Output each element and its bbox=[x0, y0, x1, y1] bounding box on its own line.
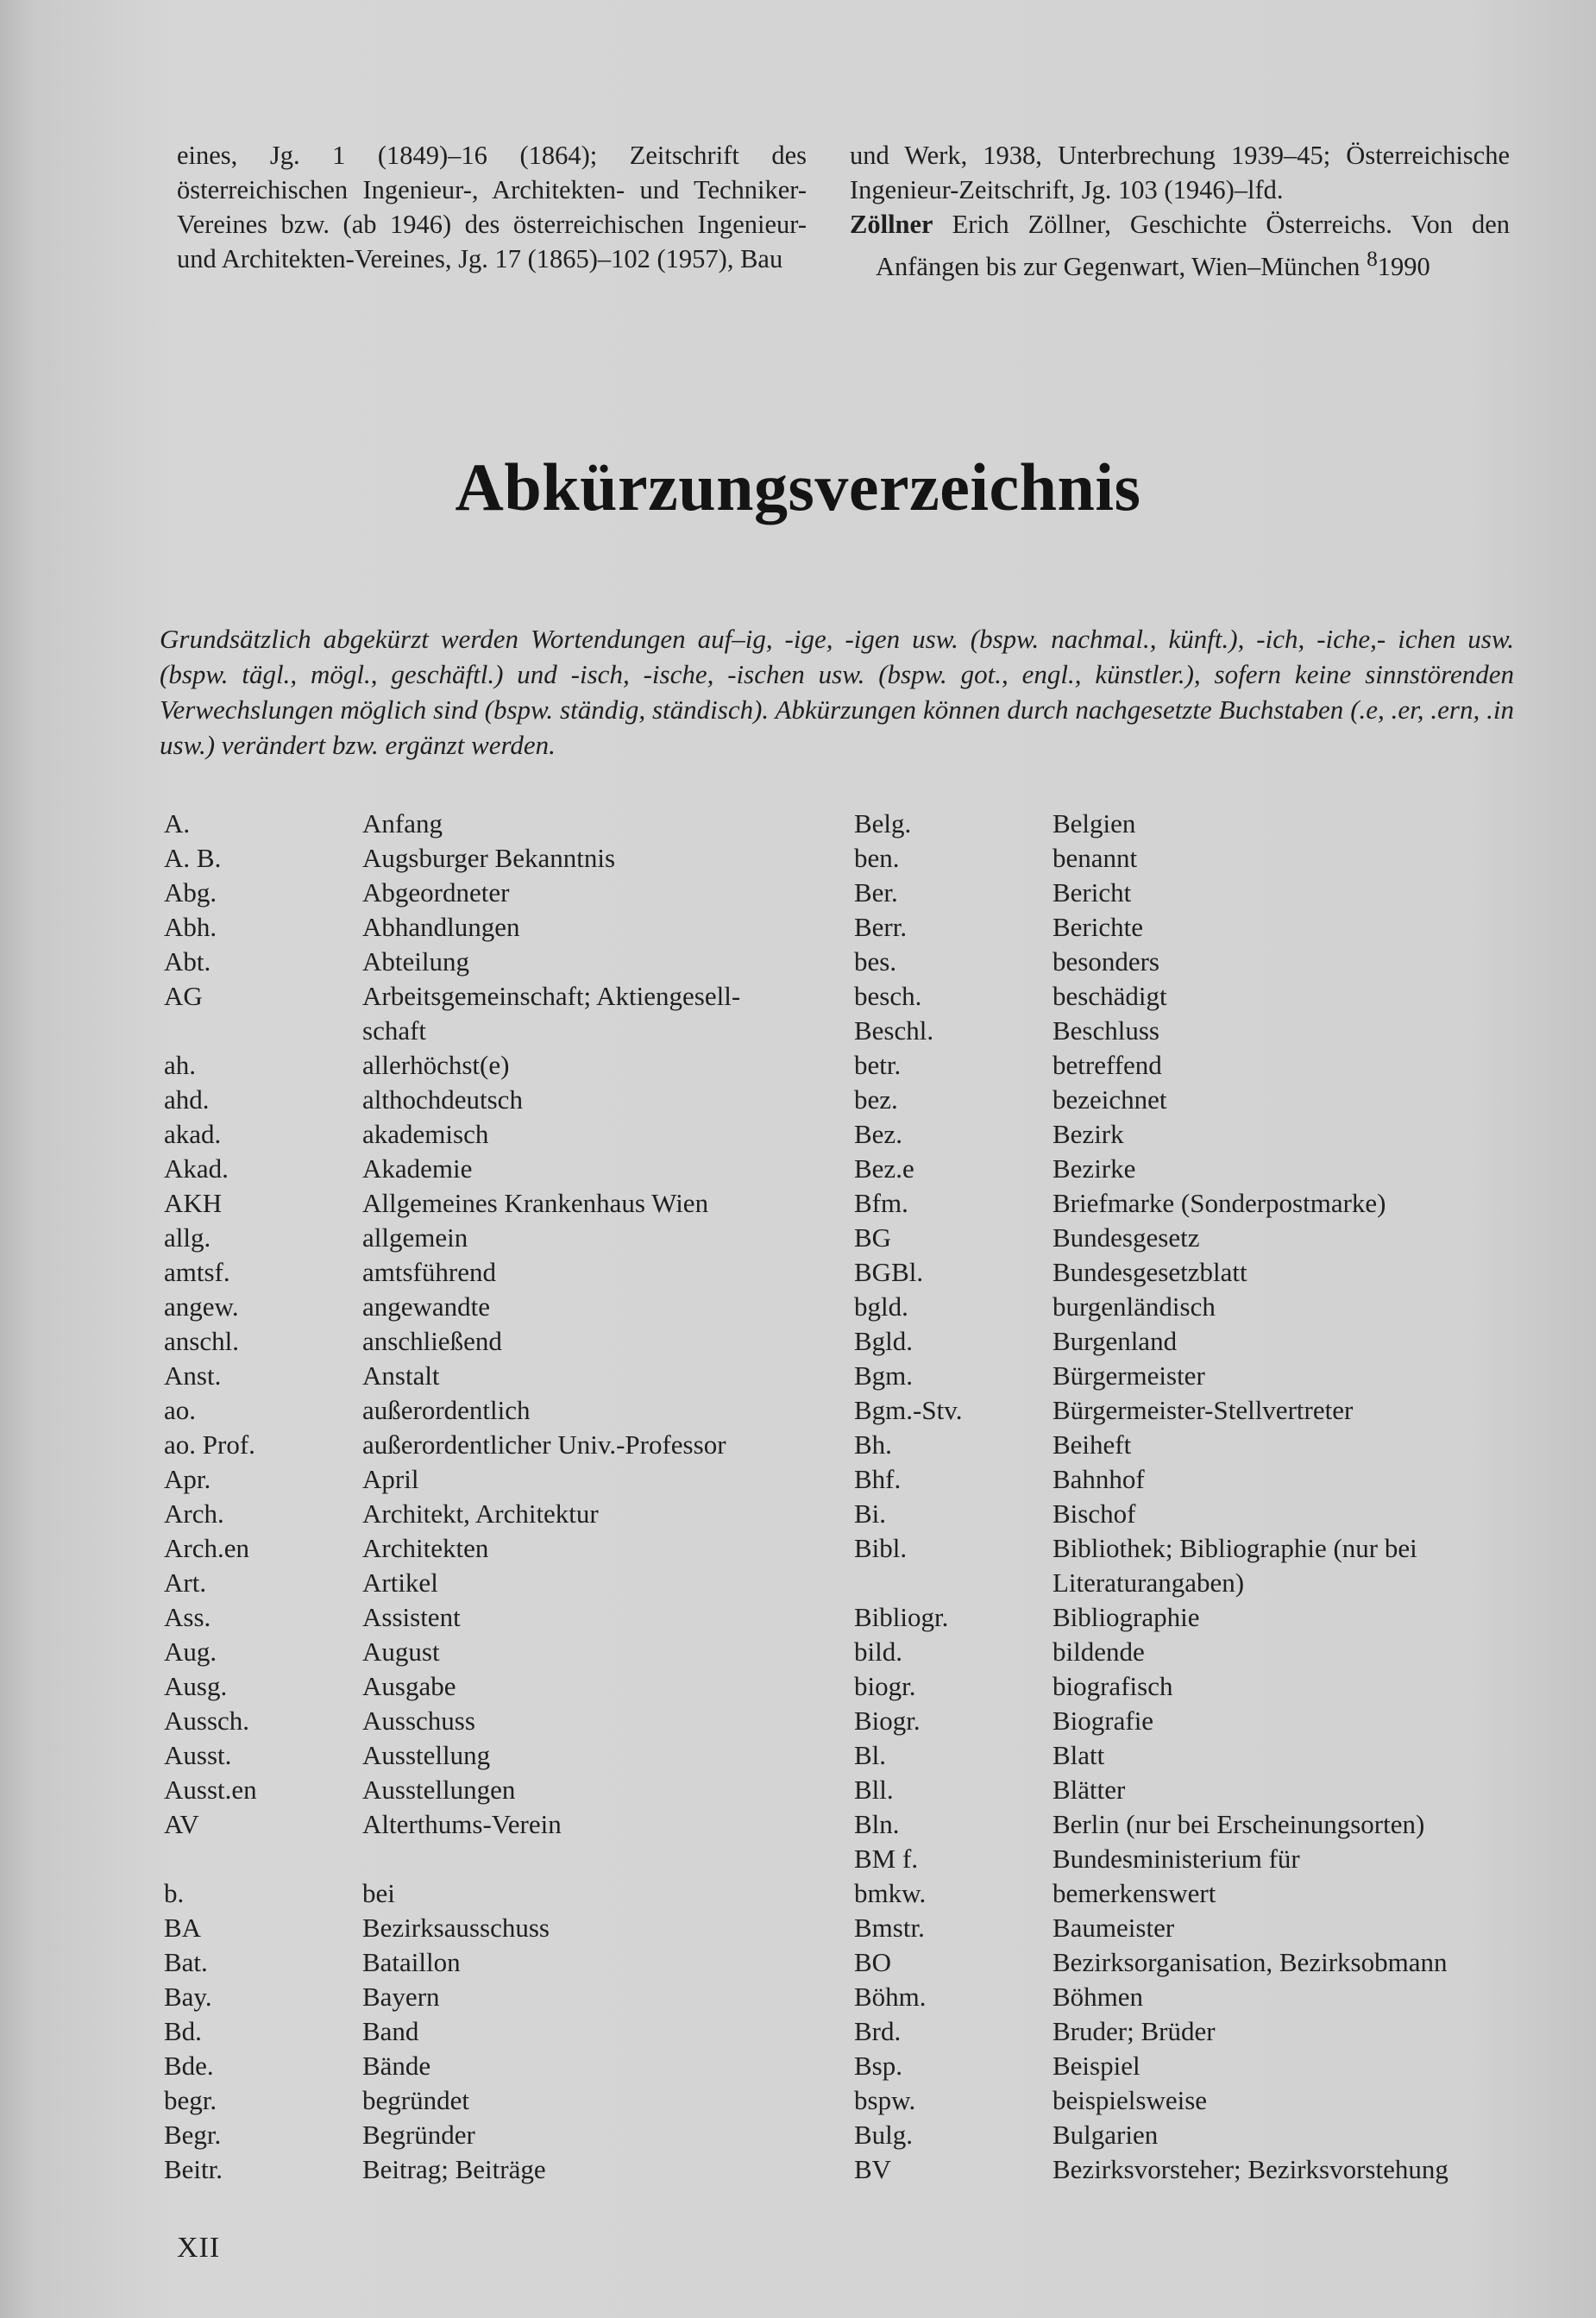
abbreviation-row bbox=[164, 1428, 837, 1462]
continued-entry-text: und Werk, 1938, Unterbrechung 1939–45; Österreichische Ingenieur-Zeitschrift, Jg. 103 (1946)–lfd. bbox=[850, 141, 1510, 204]
abbreviation: bez. bbox=[854, 1084, 898, 1115]
expansion bbox=[362, 1842, 837, 1876]
abbreviation-row bbox=[854, 2152, 1527, 2187]
abbreviation: Bgm.-Stv. bbox=[854, 1395, 963, 1425]
expansion: Alterthums-Verein bbox=[362, 1809, 562, 1839]
expansion: Bezirk bbox=[1052, 1119, 1124, 1149]
abbreviation: Abh. bbox=[164, 912, 217, 942]
abbreviation: Böhm. bbox=[854, 1982, 927, 2012]
entry-year: 1990 bbox=[1377, 252, 1430, 282]
expansion: Bayern bbox=[362, 1982, 440, 2012]
abbreviation: BG bbox=[854, 1222, 892, 1253]
abbreviation-row bbox=[164, 1911, 837, 1945]
abbreviation: BV bbox=[854, 2154, 892, 2184]
expansion: Literaturangaben) bbox=[1052, 1567, 1245, 1598]
abbreviation bbox=[164, 1842, 362, 1876]
abbreviation-row bbox=[854, 1324, 1527, 1359]
expansion: außerordentlich bbox=[362, 1395, 531, 1425]
page-title: Abkürzungsverzeichnis bbox=[455, 449, 1141, 525]
abbreviation: Arch. bbox=[164, 1498, 224, 1529]
abbreviation-row bbox=[164, 1635, 837, 1669]
abbreviation: allg. bbox=[164, 1222, 211, 1253]
abbreviation-row bbox=[164, 1876, 837, 1911]
abbreviation-row bbox=[854, 2118, 1527, 2152]
abbreviation: angew. bbox=[164, 1291, 239, 1322]
abbreviation: Art. bbox=[164, 1567, 207, 1598]
abbreviation: bild. bbox=[854, 1636, 902, 1667]
abbreviation: ah. bbox=[164, 1050, 197, 1080]
abbreviation-row bbox=[854, 1945, 1527, 1980]
expansion: Bahnhof bbox=[1052, 1464, 1145, 1494]
expansion: Berichte bbox=[1052, 912, 1144, 942]
expansion: Band bbox=[362, 2016, 419, 2046]
abbreviation-row bbox=[854, 1290, 1527, 1324]
abbreviation-row bbox=[854, 1152, 1527, 1186]
abbreviation-row bbox=[854, 1255, 1527, 1290]
abbreviation: BA bbox=[164, 1913, 202, 1943]
abbreviation: Bl. bbox=[854, 1740, 887, 1770]
abbreviation-row bbox=[164, 1773, 837, 1807]
expansion: Abgeordneter bbox=[362, 877, 510, 908]
abbreviation: A. bbox=[164, 808, 191, 839]
expansion: Belgien bbox=[1052, 808, 1136, 839]
expansion: Ausstellungen bbox=[362, 1775, 516, 1805]
abbreviation: ahd. bbox=[164, 1084, 210, 1115]
abbreviation: Bibliogr. bbox=[854, 1602, 949, 1632]
abbreviation: b. bbox=[164, 1878, 185, 1908]
abbreviation-row bbox=[164, 1807, 837, 1842]
abbreviation: Bde. bbox=[164, 2051, 214, 2081]
abbreviation-row bbox=[164, 1462, 837, 1497]
expansion: Bezirksausschuss bbox=[362, 1913, 550, 1943]
abbreviation: A. B. bbox=[164, 843, 222, 873]
abbreviation-column-left bbox=[164, 807, 837, 2187]
entry-text: Erich Zöllner, Geschichte Österreichs. Von den Anfängen bis zur Gegenwart, Wien–München bbox=[876, 210, 1510, 282]
abbreviation-row bbox=[854, 1600, 1527, 1635]
abbreviation-row bbox=[854, 1048, 1527, 1083]
expansion: schaft bbox=[362, 1015, 427, 1046]
expansion: Artikel bbox=[362, 1567, 438, 1598]
abbreviation-column-right bbox=[854, 807, 1527, 2187]
expansion: Bataillon bbox=[362, 1947, 461, 1977]
expansion: Ausgabe bbox=[362, 1671, 456, 1701]
expansion: burgenländisch bbox=[1052, 1291, 1216, 1322]
abbreviation-row bbox=[854, 1531, 1527, 1566]
abbreviation-row bbox=[164, 1738, 837, 1773]
abbreviation-row bbox=[164, 1497, 837, 1531]
abbreviation: Bez.e bbox=[854, 1153, 914, 1184]
expansion: Burgenland bbox=[1052, 1326, 1178, 1356]
expansion: April bbox=[362, 1464, 419, 1494]
expansion: Baumeister bbox=[1052, 1913, 1175, 1943]
expansion: bei bbox=[362, 1878, 395, 1908]
abbreviation: AV bbox=[164, 1809, 199, 1839]
abbreviation: Biogr. bbox=[854, 1706, 921, 1736]
expansion: Beiheft bbox=[1052, 1429, 1132, 1460]
abbreviation: bspw. bbox=[854, 2085, 916, 2115]
expansion: Ausstellung bbox=[362, 1740, 491, 1770]
expansion: begründet bbox=[362, 2085, 469, 2115]
abbreviation: Ausst.en bbox=[164, 1775, 257, 1805]
abbreviation: Brd. bbox=[854, 2016, 902, 2046]
abbreviation-row bbox=[854, 1635, 1527, 1669]
abbreviation: amtsf. bbox=[164, 1257, 230, 1287]
abbreviation-row bbox=[854, 1669, 1527, 1704]
expansion: akademisch bbox=[362, 1119, 489, 1149]
abbreviation: Abt. bbox=[164, 946, 211, 977]
abbreviation: bgld. bbox=[854, 1291, 908, 1322]
abbreviation-row bbox=[854, 2014, 1527, 2049]
abbreviation-row bbox=[164, 1842, 837, 1876]
abbreviation-row bbox=[854, 1911, 1527, 1945]
expansion: Beschluss bbox=[1052, 1015, 1159, 1046]
abbreviation: Beschl. bbox=[854, 1015, 934, 1046]
abbreviation-row bbox=[164, 1566, 837, 1600]
abbreviation: Ausg. bbox=[164, 1671, 228, 1701]
abbreviation: besch. bbox=[854, 981, 922, 1011]
abbreviation: ao. bbox=[164, 1395, 197, 1425]
abbreviation-row bbox=[164, 1048, 837, 1083]
abbreviation-row bbox=[854, 841, 1527, 876]
abbreviation-row bbox=[164, 2152, 837, 2187]
expansion: Bundesgesetz bbox=[1052, 1222, 1200, 1253]
expansion: Bezirksorganisation, Bezirksobmann bbox=[1052, 1947, 1448, 1977]
expansion: Ausschuss bbox=[362, 1706, 475, 1736]
expansion: außerordentlicher Univ.-Professor bbox=[362, 1429, 726, 1460]
abbreviation-row bbox=[164, 1980, 837, 2014]
expansion: Architekten bbox=[362, 1533, 489, 1563]
abbreviation-row bbox=[164, 1600, 837, 1635]
expansion: Assistent bbox=[362, 1602, 461, 1632]
abbreviation: anschl. bbox=[164, 1326, 239, 1356]
abbreviation: Ass. bbox=[164, 1602, 211, 1632]
abbreviation-row bbox=[164, 1186, 837, 1221]
abbreviation: Bhf. bbox=[854, 1464, 902, 1494]
expansion: Akademie bbox=[362, 1153, 473, 1184]
zoellner-entry bbox=[850, 207, 1510, 284]
expansion: Bezirksvorsteher; Bezirksvorstehung bbox=[1052, 2154, 1448, 2184]
expansion: allerhöchst(e) bbox=[362, 1050, 510, 1080]
expansion: Bulgarien bbox=[1052, 2120, 1159, 2150]
abbreviation: Beitr. bbox=[164, 2154, 223, 2184]
abbreviation: Bd. bbox=[164, 2016, 202, 2046]
abbreviation: Bat. bbox=[164, 1947, 208, 1977]
abbreviation: Berr. bbox=[854, 912, 908, 942]
abbreviation-row bbox=[854, 1738, 1527, 1773]
abbreviation: Ausst. bbox=[164, 1740, 232, 1770]
expansion: bezeichnet bbox=[1052, 1084, 1167, 1115]
abbreviation-row bbox=[854, 1842, 1527, 1876]
abbreviation-row bbox=[854, 1117, 1527, 1152]
abbreviation: Bulg. bbox=[854, 2120, 914, 2150]
abbreviation: bmkw. bbox=[854, 1878, 927, 1908]
abbreviation: bes. bbox=[854, 946, 897, 977]
abbreviation-row bbox=[854, 1876, 1527, 1911]
expansion: Arbeitsgemeinschaft; Aktiengesell- bbox=[362, 981, 741, 1011]
expansion: Bibliothek; Bibliographie (nur bei bbox=[1052, 1533, 1417, 1563]
abbreviation: Bh. bbox=[854, 1429, 892, 1460]
expansion: Abteilung bbox=[362, 946, 469, 977]
abbreviation-row bbox=[854, 1807, 1527, 1842]
abbreviation: Aussch. bbox=[164, 1706, 250, 1736]
abbreviation: Bll. bbox=[854, 1775, 894, 1805]
abbreviation-row bbox=[854, 2083, 1527, 2118]
abbreviation-row bbox=[854, 1773, 1527, 1807]
abbreviation: Bez. bbox=[854, 1119, 902, 1149]
abbreviation: ao. Prof. bbox=[164, 1429, 255, 1460]
abbreviation-row bbox=[164, 841, 837, 876]
abbreviation-row bbox=[854, 876, 1527, 910]
abbreviation: Begr. bbox=[164, 2120, 222, 2150]
abbreviation-row bbox=[854, 1083, 1527, 1117]
expansion: bildende bbox=[1052, 1636, 1145, 1667]
expansion: Biografie bbox=[1052, 1706, 1154, 1736]
expansion: Allgemeines Krankenhaus Wien bbox=[362, 1188, 709, 1218]
abbreviation-row bbox=[854, 2049, 1527, 2083]
expansion: Anfang bbox=[362, 808, 443, 839]
expansion: Abhandlungen bbox=[362, 912, 520, 942]
expansion: Bände bbox=[362, 2051, 431, 2081]
expansion: betreffend bbox=[1052, 1050, 1162, 1080]
abbreviation: BO bbox=[854, 1947, 892, 1977]
abbreviation: Bay. bbox=[164, 1982, 212, 2012]
abbreviation-row bbox=[164, 1359, 837, 1393]
abbreviation-row bbox=[854, 910, 1527, 945]
abbreviation: Aug. bbox=[164, 1636, 217, 1667]
abbreviation: Abg. bbox=[164, 877, 217, 908]
abbreviation: Arch.en bbox=[164, 1533, 249, 1563]
expansion: Berlin (nur bei Erscheinungsorten) bbox=[1052, 1809, 1425, 1839]
abbreviation: betr. bbox=[854, 1050, 902, 1080]
continued-entries-right bbox=[850, 138, 1510, 284]
expansion: benannt bbox=[1052, 843, 1138, 873]
expansion: August bbox=[362, 1636, 440, 1667]
expansion: biografisch bbox=[1052, 1671, 1173, 1701]
abbreviation-row bbox=[164, 1152, 837, 1186]
expansion: allgemein bbox=[362, 1222, 468, 1253]
expansion: besonders bbox=[1052, 946, 1159, 977]
expansion: Bürgermeister-Stellvertreter bbox=[1052, 1395, 1354, 1425]
abbreviation-row bbox=[854, 1980, 1527, 2014]
abbreviation-row bbox=[164, 1290, 837, 1324]
expansion: Bezirke bbox=[1052, 1153, 1136, 1184]
abbreviation-row bbox=[164, 1083, 837, 1117]
expansion: Anstalt bbox=[362, 1360, 440, 1391]
abbreviation-row bbox=[854, 1359, 1527, 1393]
abbreviation: Bgld. bbox=[854, 1326, 914, 1356]
abbreviation: Bi. bbox=[854, 1498, 887, 1529]
abbreviation-row bbox=[854, 1704, 1527, 1738]
abbreviation-row bbox=[164, 876, 837, 910]
expansion: Bischof bbox=[1052, 1498, 1136, 1529]
abbreviation: Ber. bbox=[854, 877, 898, 908]
expansion: Bruder; Brüder bbox=[1052, 2016, 1216, 2046]
expansion: bemerkenswert bbox=[1052, 1878, 1216, 1908]
abbreviation-row bbox=[164, 910, 837, 945]
abbreviation-row bbox=[854, 1186, 1527, 1221]
abbreviation-row bbox=[164, 979, 837, 1014]
expansion: Architekt, Architektur bbox=[362, 1498, 599, 1529]
intro-paragraph: Grundsätzlich abgekürzt werden Wortendungen auf–ig, -ige, -igen usw. (bspw. nachmal., künft.), -ich, -iche,- ichen usw. (bspw. tägl., mögl., geschäftl.) und -isch, -ische, -ischen usw. (bspw. got., engl., künstler.), sofern keine sinnstörenden Verwechslungen möglich sind (bspw. ständig, ständisch). Abkürzungen können durch nachgesetzte Buchstaben (.e, .er, .ern, .in usw.) verändert bzw. ergänzt werden. bbox=[160, 624, 1514, 760]
abbreviation-row bbox=[164, 945, 837, 979]
abbreviation-row bbox=[854, 1497, 1527, 1531]
abbreviation-row bbox=[164, 2083, 837, 2118]
expansion: Beispiel bbox=[1052, 2051, 1140, 2081]
edition-superscript: 8 bbox=[1367, 247, 1378, 271]
abbreviation-row bbox=[164, 1393, 837, 1428]
expansion: Begründer bbox=[362, 2120, 475, 2150]
expansion: Bürgermeister bbox=[1052, 1360, 1205, 1391]
abbreviation-row bbox=[854, 1393, 1527, 1428]
abbreviation: Akad. bbox=[164, 1153, 229, 1184]
abbreviation-row bbox=[854, 979, 1527, 1014]
abbreviation: Bsp. bbox=[854, 2051, 902, 2081]
abbreviation: AG bbox=[164, 981, 203, 1011]
expansion: amtsführend bbox=[362, 1257, 496, 1287]
abbreviation: ben. bbox=[854, 843, 900, 873]
abbreviation-row bbox=[164, 1221, 837, 1255]
abbreviation: Apr. bbox=[164, 1464, 211, 1494]
expansion: Beitrag; Beiträge bbox=[362, 2154, 546, 2184]
abbreviation bbox=[854, 1566, 1052, 1600]
abbreviation-row bbox=[164, 2014, 837, 2049]
abbreviation-row bbox=[854, 1428, 1527, 1462]
expansion: Augsburger Bekanntnis bbox=[362, 843, 616, 873]
abbreviation: akad. bbox=[164, 1119, 222, 1149]
abbreviation-row bbox=[854, 1566, 1527, 1600]
expansion: anschließend bbox=[362, 1326, 502, 1356]
abbreviation-row bbox=[164, 1531, 837, 1566]
abbreviation: Bln. bbox=[854, 1809, 900, 1839]
expansion: Bibliographie bbox=[1052, 1602, 1200, 1632]
abbreviation: biogr. bbox=[854, 1671, 916, 1701]
abbreviation: BGBl. bbox=[854, 1257, 924, 1287]
abbreviation-row bbox=[854, 945, 1527, 979]
abbreviation-row bbox=[164, 1324, 837, 1359]
expansion: angewandte bbox=[362, 1291, 491, 1322]
abbreviation: Bibl. bbox=[854, 1533, 908, 1563]
abbreviation: Bmstr. bbox=[854, 1913, 925, 1943]
abbreviation-row bbox=[164, 2118, 837, 2152]
page-number: XII bbox=[177, 2232, 221, 2264]
abbreviation-row bbox=[164, 1704, 837, 1738]
abbreviation-row bbox=[164, 1669, 837, 1704]
abbreviation-row bbox=[164, 1117, 837, 1152]
abbreviation-row bbox=[164, 1945, 837, 1980]
abbreviation-row bbox=[854, 1014, 1527, 1048]
expansion: beispielsweise bbox=[1052, 2085, 1208, 2115]
abbreviation: begr. bbox=[164, 2085, 217, 2115]
expansion: Blatt bbox=[1052, 1740, 1105, 1770]
abbreviation: Bgm. bbox=[854, 1360, 914, 1391]
abbreviation bbox=[164, 1014, 362, 1048]
abbreviation: Anst. bbox=[164, 1360, 222, 1391]
expansion: althochdeutsch bbox=[362, 1084, 523, 1115]
abbreviation-row bbox=[854, 1221, 1527, 1255]
abbreviation: Bfm. bbox=[854, 1188, 908, 1218]
abbreviation-row bbox=[164, 807, 837, 841]
continued-entry-left bbox=[177, 138, 807, 276]
expansion: Blätter bbox=[1052, 1775, 1126, 1805]
abbreviation-row bbox=[164, 1255, 837, 1290]
expansion: Bundesministerium für bbox=[1052, 1844, 1300, 1874]
expansion: beschädigt bbox=[1052, 981, 1167, 1011]
entry-key: Zöllner bbox=[850, 210, 933, 239]
abbreviation-row bbox=[164, 1014, 837, 1048]
abbreviation: AKH bbox=[164, 1188, 223, 1218]
abbreviation-row bbox=[854, 807, 1527, 841]
expansion: Böhmen bbox=[1052, 1982, 1144, 2012]
abbreviation: Belg. bbox=[854, 808, 912, 839]
abbreviation-row bbox=[854, 1462, 1527, 1497]
abbreviation: BM f. bbox=[854, 1844, 919, 1874]
continued-entry-text: eines, Jg. 1 (1849)–16 (1864); Zeitschrift des österreichischen Ingenieur-, Architekten- und Techniker-Vereines bzw. (ab 1946) des österreichischen Ingenieur- und Architekten-Vereines, Jg. 17 (1865)–102 (1957), Bau bbox=[177, 141, 807, 273]
expansion: Briefmarke (Sonderpostmarke) bbox=[1052, 1188, 1386, 1218]
expansion: Bericht bbox=[1052, 877, 1132, 908]
expansion: Bundesgesetzblatt bbox=[1052, 1257, 1247, 1287]
abbreviation-row bbox=[164, 2049, 837, 2083]
